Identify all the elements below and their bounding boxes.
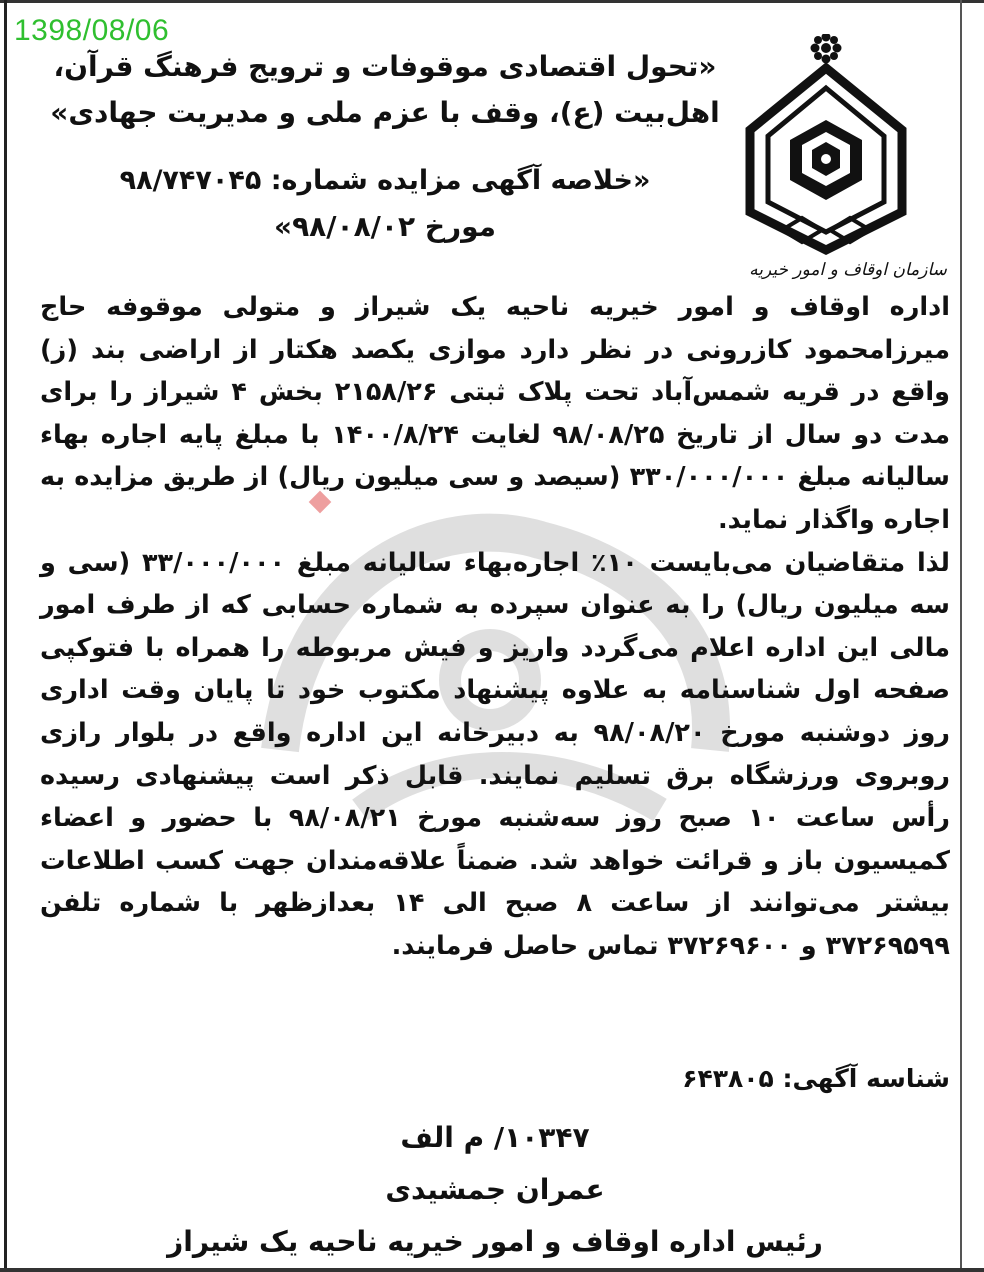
body-paragraph-1: اداره اوقاف و امور خیریه ناحیه یک شیراز و متولی موقوفه حاج میرزامحمود کازرونی در نظر دارد موازی یکصد هکتار از اراضی بند (ز) واقع در قریه شمس‌آباد تحت پلاک ثبتی ۲۱۵۸/۲۶ بخش ۴ شیراز را برای مدت دو سال از تاریخ ۹۸/۰۸/۲۵ لغایت ۱۴۰۰/۸/۲۴ با مبلغ پایه اجاره بهاء سالیانه مبلغ ۳۳۰/۰۰۰/۰۰۰ (سیصد و سی میلیون ریال) از طریق مزایده به اجاره واگذار نماید. [40,292,951,535]
page-border-top [0,0,984,3]
logo-caption: سازمان اوقاف و امور خیریه [749,260,947,280]
signatory-name: عمران جمشیدی [385,1173,605,1206]
notice-title-line-1: «خلاصه آگهی مزایده شماره: ۹۸/۷۴۷۰۴۵ [119,165,651,196]
notice-title-line-2: مورخ ۹۸/۰۸/۰۲» [273,210,497,243]
notice-body [40,286,950,968]
slogan-line-1: «تحول اقتصادی موقوفات و ترویج فرهنگ قرآن، [53,50,717,83]
organization-logo [742,34,954,284]
notice-header [40,44,730,250]
slogan-line-2: اهل‌بیت (ع)، وقف با عزم ملی و مدیریت جهادی» [50,96,720,129]
signature-code: ۱۰۳۴۷/ م الف [400,1121,590,1154]
body-paragraph-2: لذا متقاضیان می‌بایست ۱۰٪ اجاره‌بهاء سالیانه مبلغ ۳۳/۰۰۰/۰۰۰ (سی و سه میلیون ریال) را به عنوان سپرده به شماره حسابی که از طرف امور مالی این اداره اعلام می‌گردد واریز و فیش مربوطه را همراه با فتوکپی صفحه اول شناسنامه به علاوه پیشنهاد مکتوب خود تا پایان وقت اداری روز دوشنبه مورخ ۹۸/۰۸/۲۰ به دبیرخانه این اداره واقع در بلوار رازی روبروی ورزشگاه برق تسلیم نمایند. قابل ذکر است پیشنهادی رسیده رأس ساعت ۱۰ صبح روز سه‌شنبه مورخ ۹۸/۰۸/۲۱ با حضور و اعضاء کمیسیون باز و قرائت خواهد شد. ضمناً علاقه‌مندان جهت کسب اطلاعات بیشتر می‌توانند از ساعت ۸ صبح الی ۱۴ بعدازظهر با شماره تلفن ۳۷۲۶۹۵۹۹ و ۳۷۲۶۹۶۰۰ تماس حاصل فرمایند. [40,547,950,961]
notice-id: شناسه آگهی: ۶۴۳۸۰۵ [682,1064,950,1093]
signatory-position: رئیس اداره اوقاف و امور خیریه ناحیه یک شیراز [167,1225,823,1258]
waqf-emblem-icon [742,34,954,258]
signature-block [40,1112,950,1268]
page-border-bottom [0,1268,984,1272]
date-stamp: 1398/08/06 [14,14,170,47]
page-border-right [960,0,962,1272]
page-border-left [4,0,7,1272]
